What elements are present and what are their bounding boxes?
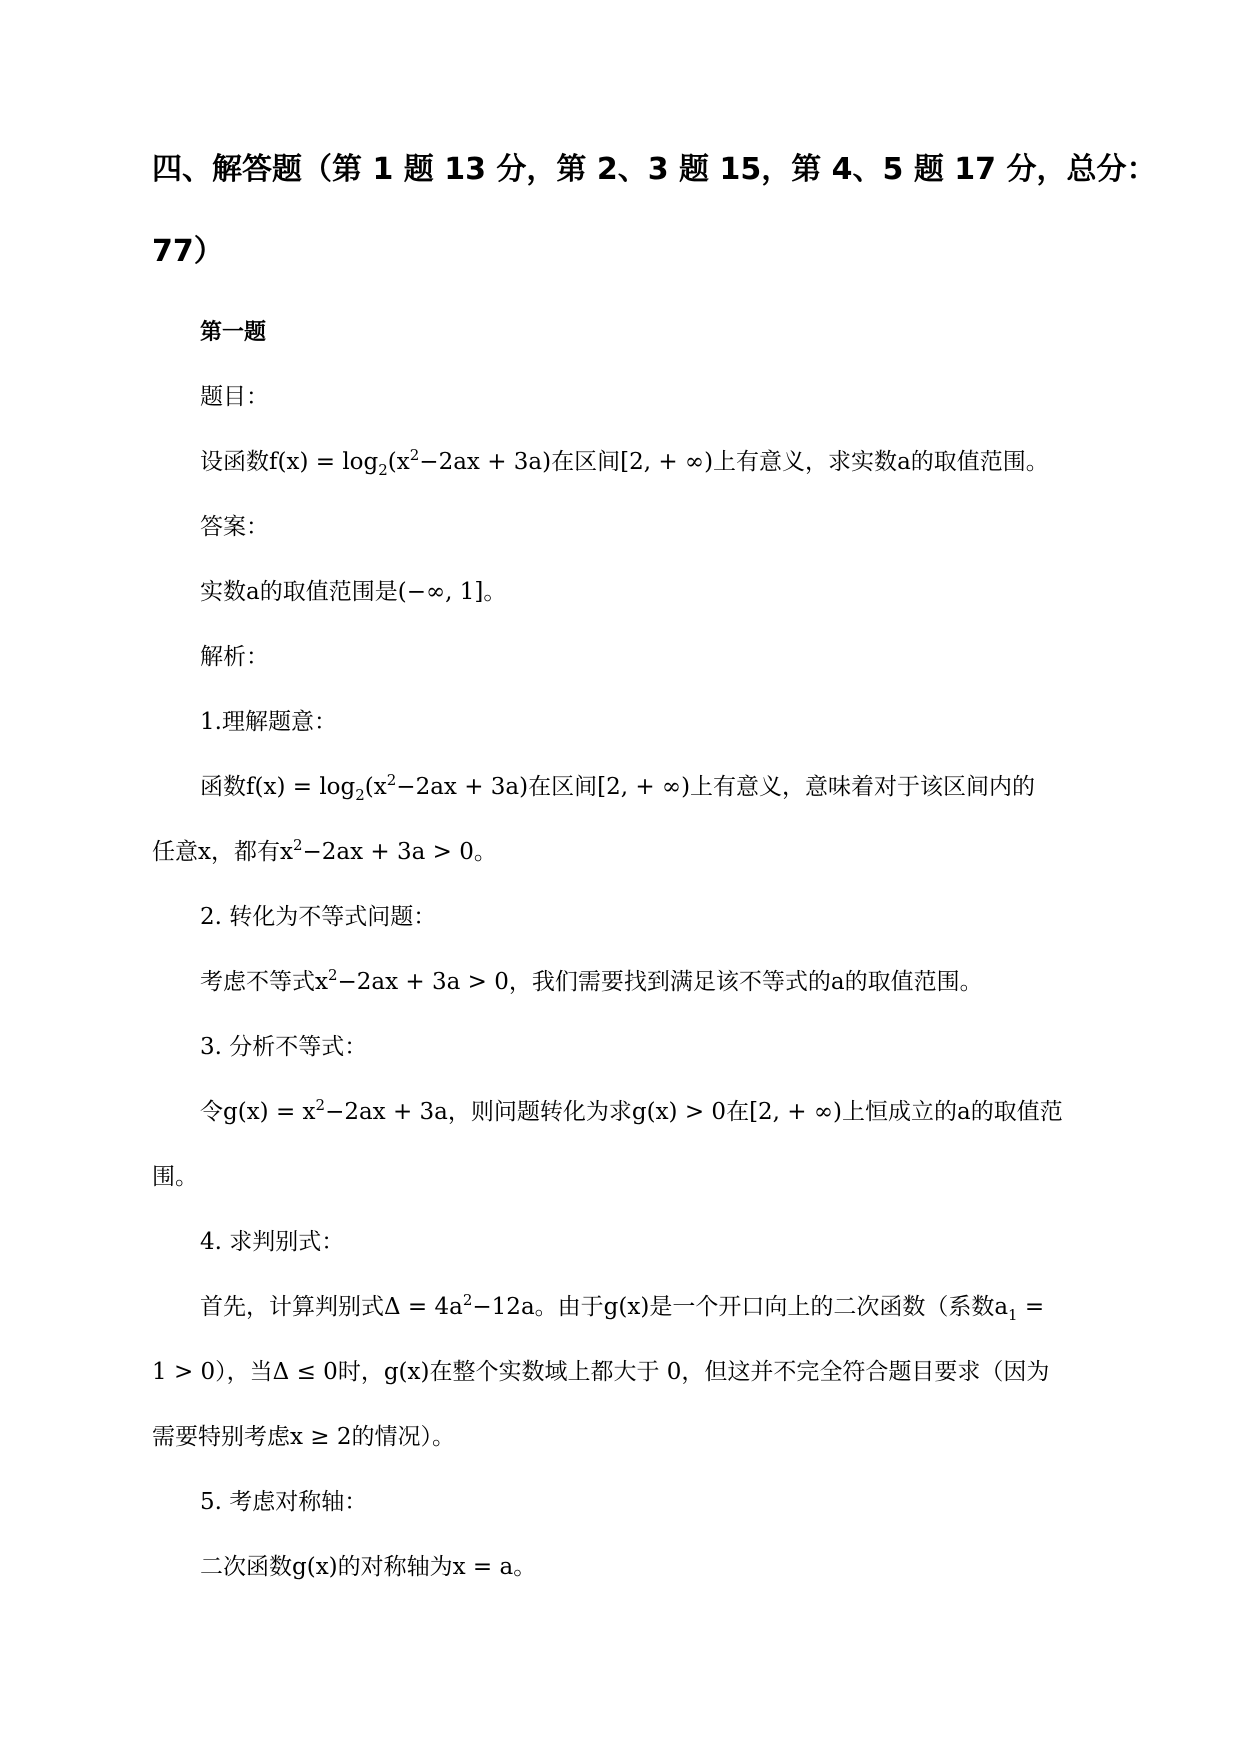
step5-title: 5. 考虑对称轴： (200, 1489, 368, 1515)
step1-line2 (152, 837, 1241, 867)
question-label: 题目： (200, 384, 269, 410)
math-expression: x = a (452, 1554, 514, 1580)
step-text: 在区间[2, + ∞)上有意义，意味着对于该区间内的 (528, 774, 1036, 800)
step-text: 是一个开口向上的二次函数（系数 (649, 1294, 995, 1320)
section-heading-line2: 77） (152, 234, 224, 269)
question-text-part: 的取值范围。 (910, 449, 1049, 475)
math-variable: a (246, 579, 260, 605)
math-expression: g(x) (292, 1554, 338, 1580)
math-superscript: 2 (315, 1096, 326, 1114)
step-text: 考虑不等式 (200, 969, 315, 995)
math-superscript: 2 (462, 1291, 473, 1309)
step-text: 。 (513, 1554, 537, 1580)
math-expression: −2ax + 3a) (419, 449, 552, 475)
math-expression: a (994, 1294, 1009, 1320)
step4-title: 4. 求判别式： (200, 1229, 345, 1255)
step-text: ，都有 (210, 839, 280, 865)
step-text: 二次函数 (200, 1554, 292, 1580)
step3-line2: 围。 (152, 1164, 198, 1190)
step-text: 令 (200, 1099, 223, 1125)
math-subscript: 1 (1008, 1306, 1018, 1324)
step2-line1 (200, 967, 1241, 997)
step-text: 。由于 (534, 1294, 604, 1320)
question-text-part: 在区间[2, + ∞)上有意义，求实数 (551, 449, 898, 475)
problem-title: 第一题 (200, 320, 267, 345)
math-subscript: 2 (355, 786, 365, 804)
math-variable: a (957, 1099, 971, 1125)
step-text: 。 (473, 839, 497, 865)
math-expression: Δ ≤ 0 (272, 1359, 338, 1385)
math-expression: x (279, 839, 293, 865)
math-expression: −2ax + 3a (325, 1099, 448, 1125)
question-text-part: 设函数 (200, 449, 269, 475)
step1-line1 (200, 772, 1241, 802)
answer-text (200, 577, 1241, 607)
step3-title: 3. 分析不等式： (200, 1034, 368, 1060)
step-text: 的情况）。 (351, 1424, 455, 1450)
step-text: 首先，计算判别式 (200, 1294, 384, 1320)
math-expression: f(x) = log (269, 449, 379, 475)
math-variable: x (198, 839, 211, 865)
math-expression: 1 > 0 (152, 1359, 216, 1385)
math-expression: x (315, 969, 328, 995)
step2-title: 2. 转化为不等式问题： (200, 904, 437, 930)
step-text: ，我们需要找到满足该不等式的 (508, 969, 831, 995)
answer-text-part: 实数 (200, 579, 246, 605)
step1-title: 1.理解题意： (200, 709, 337, 735)
math-expression: (x (387, 449, 410, 475)
answer-text-part: 的取值范围是(−∞, 1]。 (259, 579, 507, 605)
math-variable: a (897, 449, 911, 475)
math-expression: x ≥ 2 (290, 1424, 352, 1450)
math-expression: Δ = 4a (384, 1294, 463, 1320)
step-text: ），当 (215, 1359, 273, 1385)
math-expression: g(x) (383, 1359, 430, 1385)
section-heading-line1: 四、解答题（第 1 题 13 分，第 2、3 题 15，第 4、5 题 17 分，总分： (152, 152, 1157, 187)
math-expression: −12a (472, 1294, 535, 1320)
math-superscript: 2 (409, 446, 420, 464)
step4-line2 (152, 1357, 1241, 1387)
math-expression: (x (364, 774, 387, 800)
step4-line1 (200, 1292, 1241, 1322)
analysis-label: 解析： (200, 644, 269, 670)
step-text: 的对称轴为 (337, 1554, 453, 1580)
math-subscript: 2 (378, 461, 388, 479)
step-text: 时， (337, 1359, 384, 1385)
step-text: 在整个实数域上都大于 0，但这并不完全符合题目要求（因为 (429, 1359, 1050, 1385)
math-expression: = (1017, 1294, 1045, 1320)
step-text: 需要特别考虑 (152, 1424, 290, 1450)
math-expression: −2ax + 3a) (396, 774, 529, 800)
math-superscript: 2 (292, 836, 303, 854)
math-expression: g(x) (603, 1294, 650, 1320)
step3-line1 (200, 1097, 1241, 1127)
math-expression: f(x) = log (246, 774, 356, 800)
math-expression: −2ax + 3a > 0 (302, 839, 474, 865)
math-superscript: 2 (386, 771, 397, 789)
step-text: ，则问题转化为求 (447, 1099, 632, 1125)
step-text: 在[2, + ∞)上恒成立的 (726, 1099, 958, 1125)
math-expression: g(x) = x (223, 1099, 316, 1125)
step-text: 函数 (200, 774, 246, 800)
math-superscript: 2 (327, 966, 338, 984)
question-text (200, 447, 1241, 477)
step-text: 任意 (152, 839, 198, 865)
step4-line3 (152, 1422, 1241, 1452)
step-text: 的取值范 (970, 1099, 1063, 1125)
step-text: 的取值范围。 (844, 969, 983, 995)
math-variable: a (830, 969, 845, 995)
answer-label: 答案： (200, 514, 269, 540)
step5-line1 (200, 1552, 1241, 1582)
math-expression: −2ax + 3a > 0 (337, 969, 509, 995)
math-expression: g(x) > 0 (631, 1099, 727, 1125)
